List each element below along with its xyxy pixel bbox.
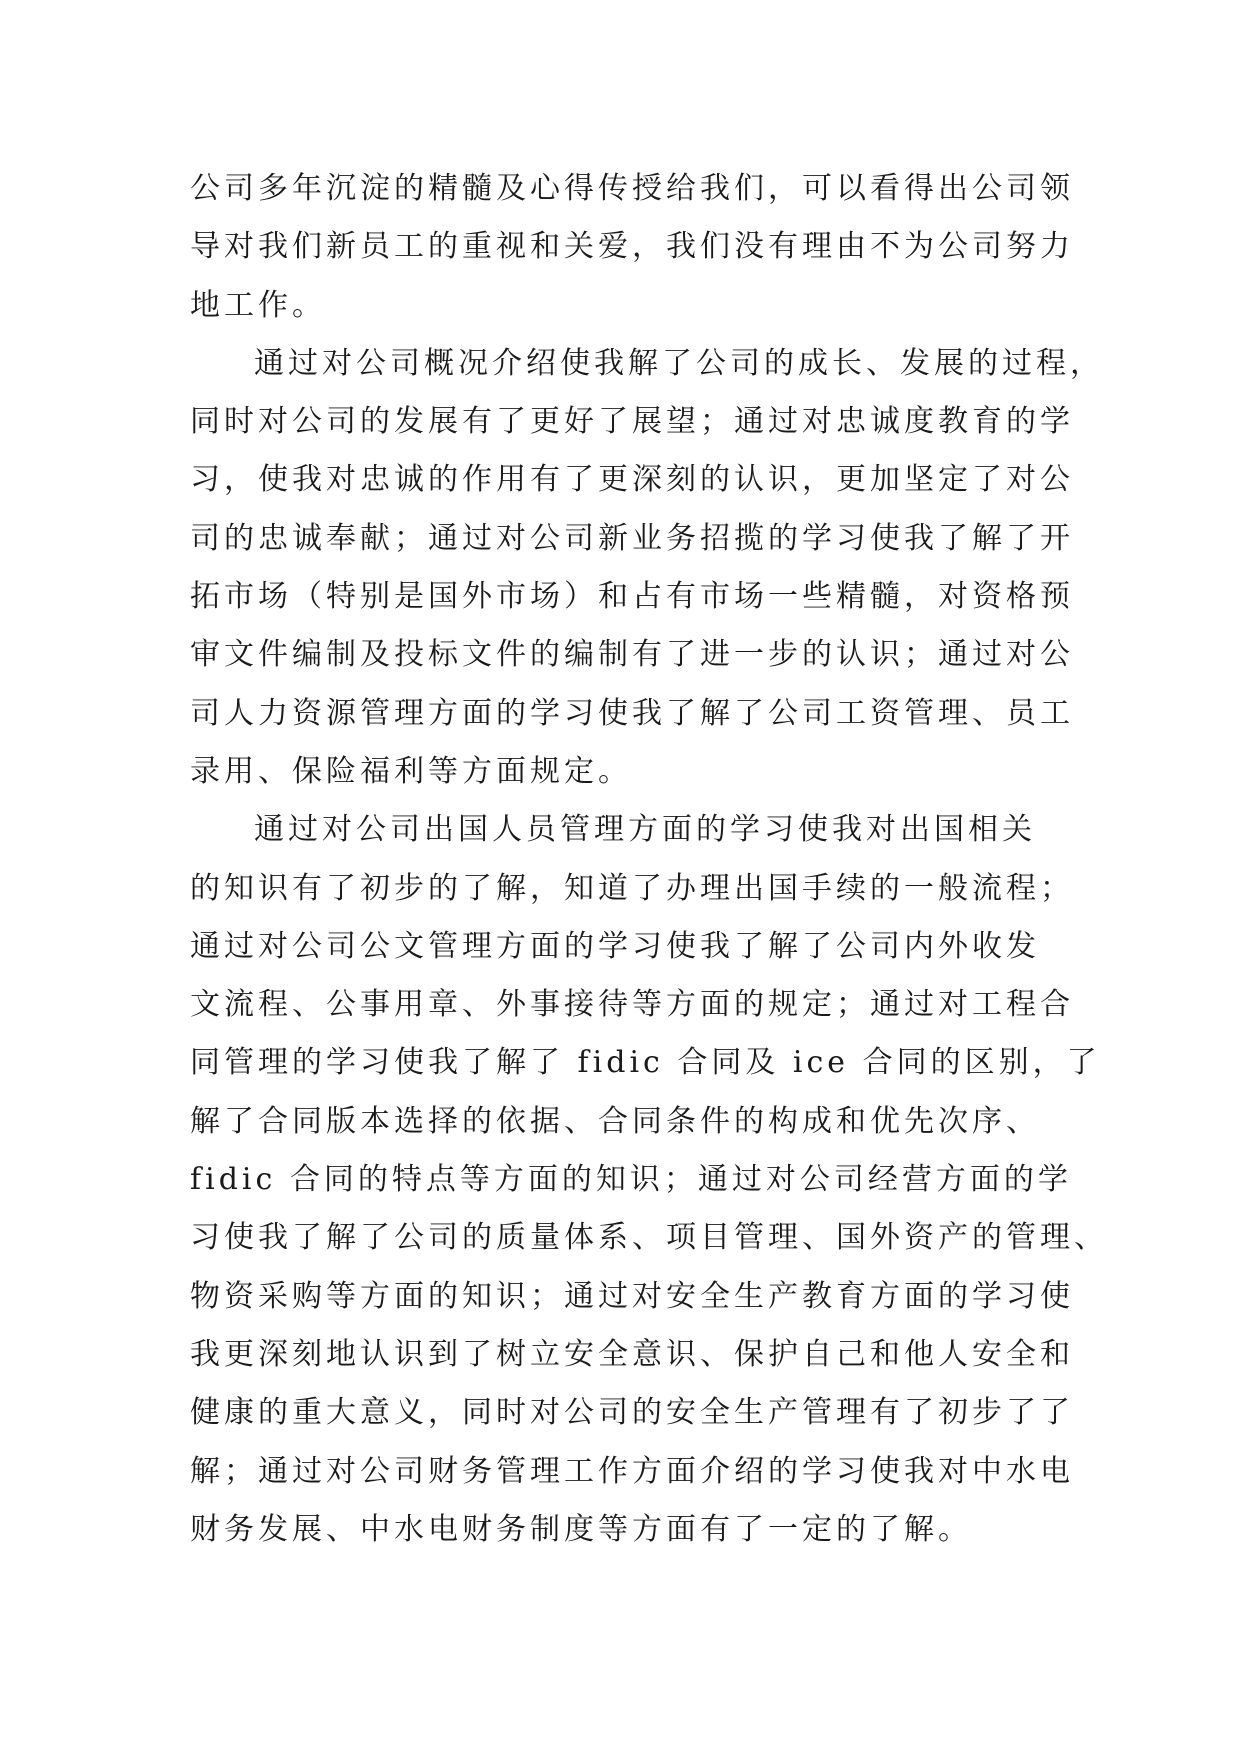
text-line: 解；通过对公司财务管理工作方面介绍的学习使我对中水电 (190, 1453, 1074, 1489)
text-line: 物资采购等方面的知识；通过对安全生产教育方面的学习使 (190, 1278, 1074, 1314)
text-line: 的知识有了初步的了解，知道了办理出国手续的一般流程； (190, 870, 1074, 906)
text-line: 财务发展、中水电财务制度等方面有了一定的了解。 (190, 1511, 972, 1547)
text-line: 拓市场（特别是国外市场）和占有市场一些精髓，对资格预 (190, 579, 1074, 615)
text-line: 我更深刻地认识到了树立安全意识、保护自己和他人安全和 (190, 1336, 1074, 1372)
text-line: 同时对公司的发展有了更好了展望；通过对忠诚度教育的学 (190, 404, 1074, 440)
text-line: 地工作。 (190, 287, 326, 323)
text-line: 文流程、公事用章、外事接待等方面的规定；通过对工程合 (190, 987, 1074, 1023)
text-line: 通过对公司公文管理方面的学习使我了解了公司内外收发 (190, 928, 1040, 964)
paragraph-first-line: 通过对公司概况介绍使我解了公司的成长、发展的过程， (254, 345, 1104, 381)
text-line: 司人力资源管理方面的学习使我了解了公司工资管理、员工 (190, 695, 1074, 731)
text-line: 习使我了解了公司的质量体系、项目管理、国外资产的管理、 (190, 1220, 1108, 1256)
text-line: 同管理的学习使我了解了 fidic 合同及 ice 合同的区别，了 (190, 1045, 1101, 1081)
text-line: 健康的重大意义，同时对公司的安全生产管理有了初步了了 (190, 1395, 1074, 1431)
text-line: 审文件编制及投标文件的编制有了进一步的认识；通过对公 (190, 637, 1074, 673)
body-text (190, 160, 1108, 1559)
text-line: 解了合同版本选择的依据、合同条件的构成和优先次序、 (190, 1103, 1040, 1139)
text-line: 公司多年沉淀的精髓及心得传授给我们，可以看得出公司领 (190, 171, 1074, 206)
text-line: fidic 合同的特点等方面的知识；通过对公司经营方面的学 (190, 1162, 1072, 1198)
text-line: 司的忠诚奉献；通过对公司新业务招揽的学习使我了解了开 (190, 520, 1074, 556)
text-line: 习，使我对忠诚的作用有了更深刻的认识，更加坚定了对公 (190, 462, 1074, 498)
paragraph-first-line: 通过对公司出国人员管理方面的学习使我对出国相关 (254, 812, 1036, 848)
text-line: 录用、保险福利等方面规定。 (190, 753, 632, 789)
text-line: 导对我们新员工的重视和关爱，我们没有理由不为公司努力 (190, 229, 1074, 265)
